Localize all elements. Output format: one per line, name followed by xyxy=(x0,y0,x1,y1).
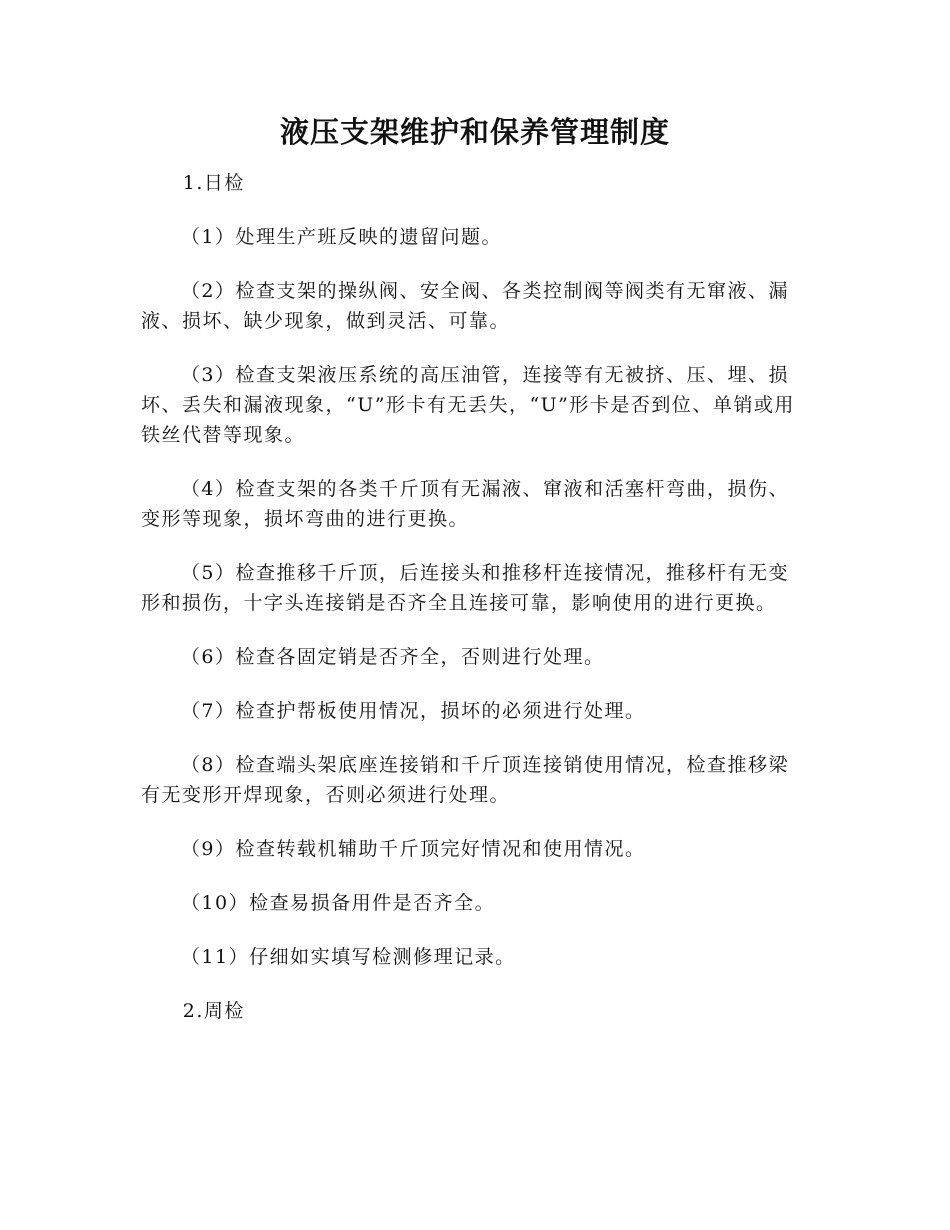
paragraph-item-1: （1）处理生产班反映的遗留问题。 xyxy=(180,226,502,248)
document-title: 液压支架维护和保养管理制度 xyxy=(279,115,670,149)
paragraph-item-4: （4）检查支架的各类千斤顶有无漏液、窜液和活塞杆弯曲，损伤、变形等现象，损坏弯曲的进行更换。 xyxy=(141,478,789,530)
paragraph-item-10: （10）检查易损备用件是否齐全。 xyxy=(180,892,496,914)
paragraph-item-7: （7）检查护帮板使用情况，损坏的必须进行处理。 xyxy=(180,700,646,722)
paragraph-item-9: （9）检查转载机辅助千斤顶完好情况和使用情况。 xyxy=(180,838,646,860)
paragraph-item-6: （6）检查各固定销是否齐全，否则进行处理。 xyxy=(180,646,605,668)
document-body xyxy=(141,168,806,1050)
paragraph-item-8: （8）检查端头架底座连接销和千斤顶连接销使用情况，检查推移梁有无变形开焊现象，否则必须进行处理。 xyxy=(141,754,789,806)
section-heading-weekly-check: 2.周检 xyxy=(182,1000,245,1022)
paragraph-item-2: （2）检查支架的操纵阀、安全阀、各类控制阀等阀类有无窜液、漏液、损坏、缺少现象，做到灵活、可靠。 xyxy=(141,280,789,332)
paragraph-item-5: （5）检查推移千斤顶，后连接头和推移杆连接情况，推移杆有无变形和损伤，十字头连接销是否齐全且连接可靠，影响使用的进行更换。 xyxy=(141,562,789,614)
paragraph-item-11: （11）仔细如实填写检测修理记录。 xyxy=(180,946,516,968)
paragraph-item-3: （3）检查支架液压系统的高压油管，连接等有无被挤、压、埋、损坏、丢失和漏液现象，“U”形卡有无丢失，“U”形卡是否到位、单销或用铁丝代替等现象。 xyxy=(141,364,795,446)
section-heading-daily-check: 1.日检 xyxy=(182,172,245,194)
